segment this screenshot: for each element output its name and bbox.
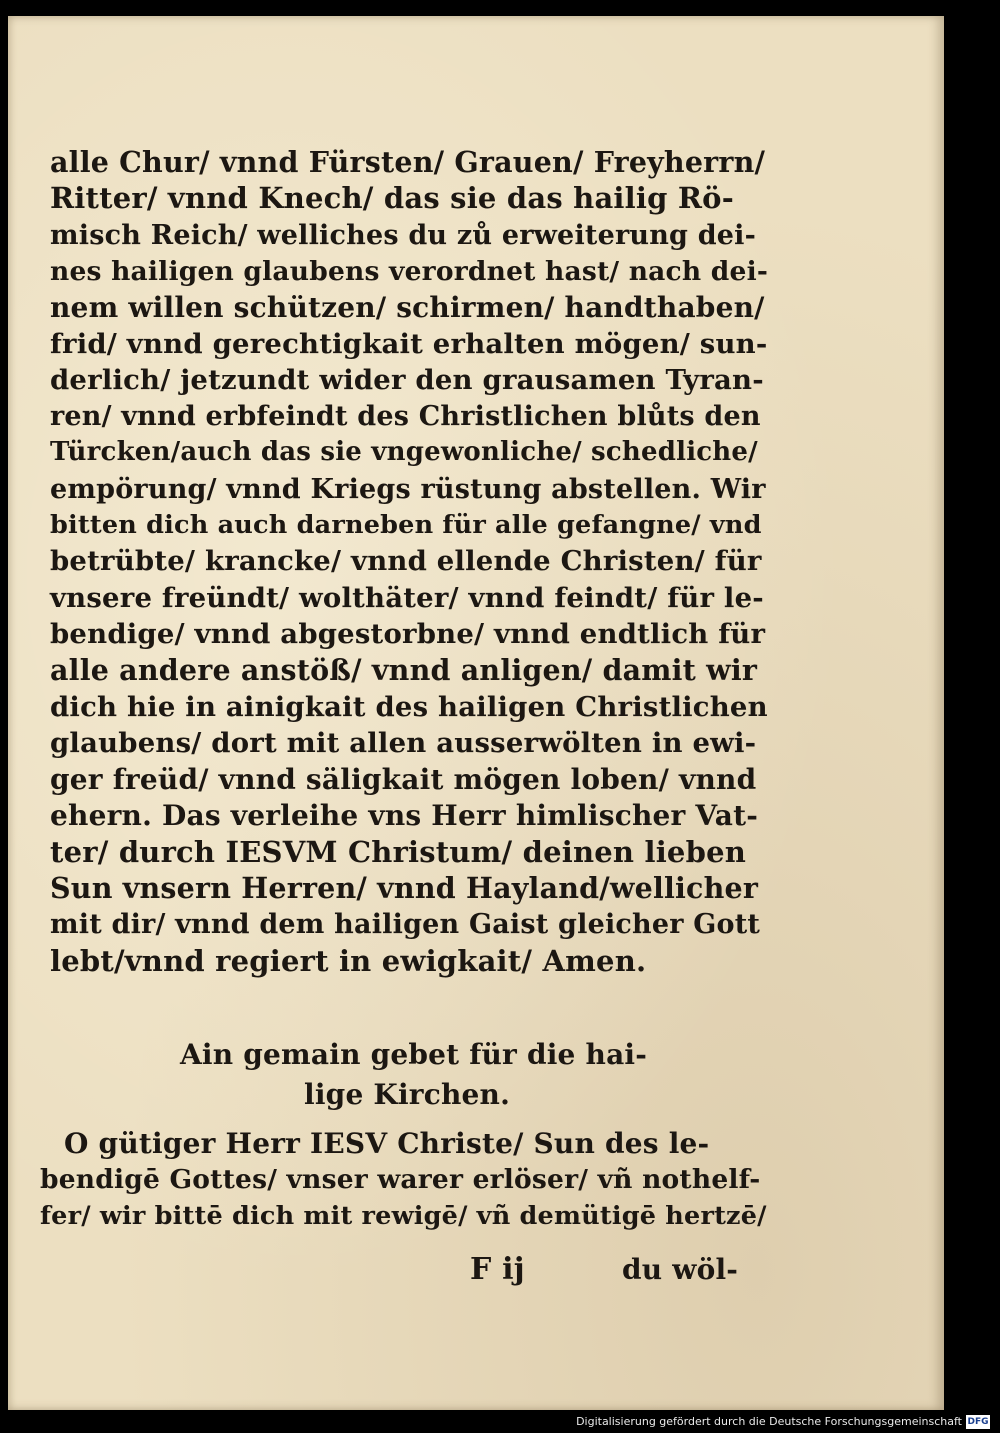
- signature-mark: F ij: [470, 1252, 525, 1287]
- body-line: lebt/vnnd regiert in ewigkait/ Amen.: [50, 943, 647, 978]
- prayer-line: bendigē Gottes/ vnser warer erlöser/ vñ nothelf-: [40, 1164, 761, 1195]
- body-line: Sun vnsern Herren/ vnnd Hayland/wellicher: [50, 871, 759, 905]
- body-line: misch Reich/ welliches du zů erweiterung dei-: [50, 219, 757, 251]
- dfg-logo: DFG: [967, 1417, 989, 1427]
- heading-line: Ain gemain gebet für die hai-: [180, 1038, 648, 1071]
- body-line: glaubens/ dort mit allen ausserwölten in ewi-: [50, 726, 757, 759]
- body-line: vnsere freündt/ wolthäter/ vnnd feindt/ für le-: [50, 581, 764, 614]
- footer-credit: Digitalisierung gefördert durch die Deutsche Forschungsgemeinschaft: [576, 1415, 962, 1428]
- body-line: Ritter/ vnnd Knech/ das sie das hailig Rö-: [50, 181, 734, 216]
- body-line: bendige/ vnnd abgestorbne/ vnnd endtlich für: [50, 617, 766, 650]
- prayer-line: O gütiger Herr IESV Christe/ Sun des le-: [64, 1127, 710, 1160]
- prayer-line: fer/ wir bittē dich mit rewigē/ vñ demütigē hertzē/: [40, 1201, 767, 1231]
- body-line: derlich/ jetzundt wider den grausamen Tyran-: [50, 363, 764, 396]
- heading-line: lige Kirchen.: [304, 1078, 511, 1111]
- body-line: nem willen schützen/ schirmen/ handthaben/: [50, 291, 765, 325]
- catchword: du wöl-: [622, 1253, 739, 1286]
- body-line: nes hailigen glaubens verordnet hast/ nach dei-: [50, 255, 769, 287]
- body-line: ren/ vnnd erbfeindt des Christlichen blůts den: [50, 401, 761, 433]
- body-line: alle andere anstöß/ vnnd anligen/ damit wir: [50, 653, 758, 688]
- book-page: [8, 16, 944, 1410]
- body-line: alle Chur/ vnnd Fürsten/ Grauen/ Freyherrn/: [50, 145, 766, 179]
- body-line: dich hie in ainigkait des hailigen Christlichen: [50, 690, 768, 723]
- body-line: Türcken/auch das sie vngewonliche/ schedliche/: [50, 437, 758, 468]
- body-line: bitten dich auch darneben für alle gefangne/ vnd: [50, 510, 762, 540]
- body-line: empörung/ vnnd Kriegs rüstung abstellen. Wir: [50, 473, 766, 505]
- body-line: ehern. Das verleihe vns Herr himlischer Vat-: [50, 799, 759, 833]
- body-line: ter/ durch IESVM Christum/ deinen lieben: [50, 834, 746, 869]
- body-line: frid/ vnnd gerechtigkait erhalten mögen/ sun-: [50, 327, 768, 360]
- body-line: ger freüd/ vnnd säligkait mögen loben/ vnnd: [50, 763, 757, 797]
- body-line: betrübte/ krancke/ vnnd ellende Christen/ für: [50, 545, 762, 578]
- body-line: mit dir/ vnnd dem hailigen Gaist gleicher Gott: [50, 909, 761, 941]
